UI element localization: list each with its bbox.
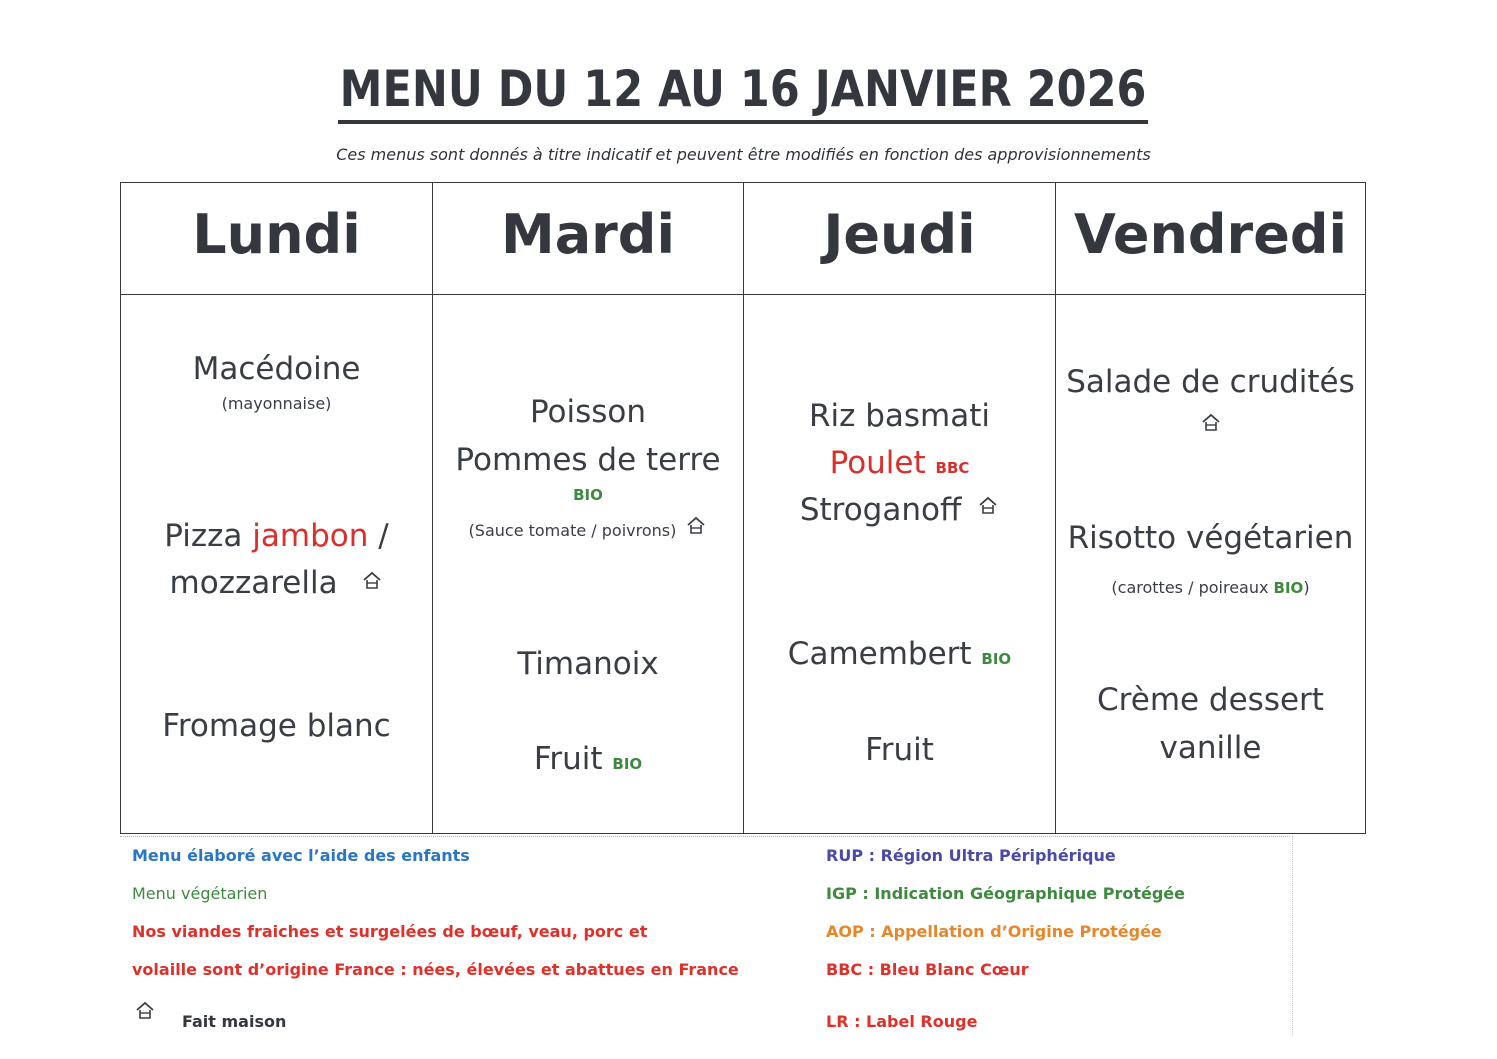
fromage [744, 631, 1055, 683]
bio-badge: BIO [981, 650, 1012, 668]
day-column-vendredi [1055, 183, 1365, 833]
page-subtitle: Ces menus sont donnés à titre indicatif et peuvent être modifiés en fonction des approvisionnements [336, 145, 1151, 164]
bbc-badge: BBC [935, 459, 970, 477]
house-icon [977, 494, 999, 516]
page-title-text: MENU DU 12 AU 16 JANVIER 2026 [338, 58, 1148, 124]
dish-note: (carottes / poireaux [1111, 578, 1269, 597]
dish-separator: / [378, 518, 389, 554]
house-icon [134, 999, 156, 1021]
dish-name: Pommes de terre [455, 442, 721, 478]
bio-badge: BIO [1273, 579, 1304, 597]
legend-divider [120, 836, 1290, 837]
day-header-mardi [433, 183, 743, 295]
legend-viandes-line2: volaille sont d’origine France : nées, élevées et abattues en France [132, 960, 739, 979]
day-name: Mardi [501, 203, 675, 266]
meat-name: jambon [252, 518, 369, 554]
menu-table [120, 182, 1366, 834]
legend-border [1292, 836, 1293, 1036]
legend-enfants: Menu élaboré avec l’aide des enfants [132, 846, 470, 865]
plat-note [433, 520, 743, 542]
dish-note-end: ) [1303, 578, 1310, 597]
meat-name: Poulet [829, 445, 926, 481]
dessert [744, 727, 1055, 774]
legend-aop: AOP : Appellation d’Origine Protégée [826, 922, 1162, 941]
plat-principal [1056, 515, 1365, 562]
entree [1056, 359, 1365, 406]
legend-viandes-line1: Nos viandes fraiches et surgelées de bœuf, veau, porc et [132, 922, 648, 941]
legend-vegetarien: Menu végétarien [132, 884, 268, 903]
dish-note: (Sauce tomate / poivrons) [468, 521, 677, 540]
dish-name-part: mozzarella [169, 565, 338, 601]
entree-icon-row [1056, 405, 1365, 435]
entree-note [121, 393, 432, 415]
plat-principal-line2 [433, 437, 743, 484]
house-icon [685, 514, 707, 536]
day-column-mardi [432, 183, 743, 833]
legend-igp: IGP : Indication Géographique Protégée [826, 884, 1185, 903]
day-name: Vendredi [1074, 203, 1347, 266]
dish-name: Riz basmati [808, 398, 991, 434]
dish-name: Camembert [787, 636, 972, 672]
dish-name: Salade de crudités [1066, 364, 1355, 400]
dish-name: Stroganoff [799, 492, 962, 528]
dessert-line2 [1056, 725, 1365, 772]
bio-badge: BIO [573, 486, 603, 504]
legend-bbc: BBC : Bleu Blanc Cœur [826, 960, 1029, 979]
fromage [433, 641, 743, 688]
dish-name: Risotto végétarien [1067, 520, 1354, 556]
dessert [1056, 677, 1365, 724]
fromage [121, 703, 432, 750]
plat-principal [744, 393, 1055, 440]
day-column-lundi [121, 183, 432, 833]
day-name: Jeudi [823, 203, 976, 266]
plat-principal-line2 [121, 560, 432, 607]
page-title [0, 58, 1487, 124]
plat-principal-line3 [744, 487, 1055, 534]
plat-principal [433, 389, 743, 436]
house-icon [1200, 411, 1222, 433]
entree [121, 346, 432, 393]
dish-name: Crème dessert [1097, 682, 1324, 718]
dish-name: Timanoix [517, 646, 659, 682]
day-column-jeudi [743, 183, 1055, 833]
day-header-lundi [121, 183, 432, 295]
bio-label [433, 484, 743, 506]
dish-note: (mayonnaise) [221, 394, 332, 413]
legend-lr: LR : Label Rouge [826, 1012, 978, 1031]
legend-rup: RUP : Région Ultra Périphérique [826, 846, 1116, 865]
dessert [433, 736, 743, 788]
bio-badge: BIO [612, 755, 643, 773]
plat-principal [121, 513, 432, 560]
dish-name-part: Pizza [164, 518, 243, 554]
day-name: Lundi [192, 203, 361, 266]
dish-name: Fruit [865, 732, 934, 768]
dish-name: Poisson [529, 394, 647, 430]
dish-name: vanille [1159, 730, 1262, 766]
legend-fait-maison: Fait maison [182, 1012, 287, 1031]
plat-note [1056, 577, 1365, 599]
day-header-jeudi [744, 183, 1055, 295]
plat-principal-line2 [744, 440, 1055, 492]
house-icon [361, 569, 383, 591]
dish-name: Macédoine [192, 351, 361, 387]
dish-name: Fromage blanc [162, 708, 391, 744]
day-header-vendredi [1056, 183, 1365, 295]
dish-name: Fruit [533, 741, 603, 777]
